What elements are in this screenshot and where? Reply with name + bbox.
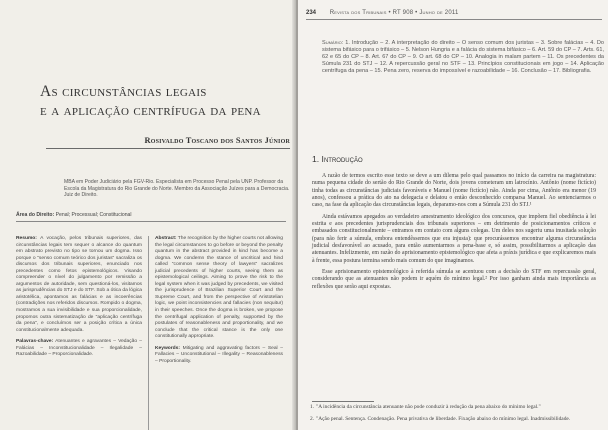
paragraph: Ainda estávamos apegados ao verdadeiro amestramento ideológico dos concursos, que impõem fiel obediência à lei estrita e aos precedentes jurisprudenciais dos tribunais superiores – em detrimento de posicionamentos críticos e embasados constitucionalmente – entramos em contato com alguns colegas. Um deles nos sugeriu uma inusitada solução (para não ferir a súmula, embora entendêssemos que era injusta): que procurássemos encontrar alguma circunstância judicial desfavorável ao acusado, para então aumentarmos a pena-base e, só assim, possibilitarmos a aplicação das atenuantes. Infelizmente, em razão do aprisionamento epistemológico que afeta a práxis jurídica e que explicaremos mais à frente, essa postura termina sendo mais comum do que imaginamos. (312, 213, 596, 264)
area-value: Penal; Processual; Constitucional (55, 212, 132, 218)
resumo-block (16, 236, 142, 334)
area-do-direito (16, 212, 286, 222)
footnote-number: 2. (310, 416, 315, 422)
palavras-text: Atenuantes e agravantes – Vedação – Falácias – Inconstitucionalidade – Ilegalidade – Razoabilidade – Proporcionalidade. (16, 339, 142, 358)
footnote-number: 1. (310, 404, 315, 410)
abstract-text: The recognition by the higher courts not allowing the legal circumstances to go before or beyond the penalty quantum in the abstract provided in kind has become a dogma. We condemn the stance of uncritical and hind called "common sense theory of lawyers" sacralizes judicial precedents of higher courts, seeing them as epistemological ceilings. Aiming to prove the risk to the legal system when it was judged by precedents, we visited the jurisprudence of Brazilian Superior Court and the Supreme Court, and from the perspective of Aristotelian logic, we point inconsistencies and fallacies (non sequitur) in their speeches. Once the dogma is broken, we propose the centrifugal application of penalty, supported by the postulates of reasonableness and proportionality, and we conclude that the critical stance is the only one constitutionally appropriate. (155, 236, 283, 340)
resumo-text: A vocação, pelos tribunais superiores, das circunstâncias legais tem sequer o alcance do quantum em abstrato previsto no tipo se tornou um dogma. Isso porque o "senso comum teórico dos juristas" sacraliza os discursos dos tribunais superiores, enunciado nos precedentes como fetos epistemológicos. Visando compreender o nível do julgamento por remissão a argumentos de autoridade, sem questioná-los, visitamos as jurisprudências do STJ e do STF. Sob a ótica da lógica aristotélica, apontamos as falácias e as incoerências (contradições nos referidos discursos. Rompido o dogma, mostramos a sua invisibilidade e sua proporcionalidade, propomos outra sistematização de "aplicação centrífuga da pena", e concluímos ser a posição crítica a única constitucionalmente adequada. (16, 236, 142, 333)
summary-label: Sumário: (322, 40, 344, 46)
footnote-text: "Ação penal. Sentença. Condenação. Pena privativa de liberdade. Fixação abaixo do mínimo legal. Inadmissibilidade. (316, 416, 571, 422)
keywords-label: Keywords: (155, 345, 181, 351)
title-line-2: e a aplicação centrífuga da pena (40, 102, 261, 119)
left-page (0, 0, 296, 430)
running-header (306, 10, 602, 20)
paragraph: Esse aprisionamento epistemológico à referida súmula se acentuou com a decisão do STF em repercussão geral, considerando que as atenuantes não podem ir aquém do mínimo legal.² Por isso ganham ainda mais importância as reflexões que serão aqui expostas. (312, 269, 596, 290)
footnote-text: "A incidência da circunstância atenuante não pode conduzir à redução da pena abaixo do mínimo legal." (316, 404, 541, 410)
keywords-block (155, 346, 283, 366)
body-text (312, 173, 596, 295)
summary-text: 1. Introdução – 2. A interpretação do direito – O senso comum dos juristas – 3. Sobre falácias – 4. Do sistema bifásico para o trifásico – 5. Nelson Hungria e a falácia do sistema bifásico – 6. Art. 59 do CP – 7. Arts. 61, 62 e 65 do CP – 8. Art. 67 do CP – 9. O art. 68 do CP – 10. Analogia in malam partem – 11. Os precedentes da Súmula 231 do STJ – 12. A repercussão geral no STF – 13. Princípios constitucionais em jogo – 14. Aplicação centrífuga da pena – 15. Pena zero, reserva do impossível e razoabilidade – 16. Conclusão – 17. Bibliografia. (322, 40, 604, 74)
abstract-column (155, 236, 283, 365)
palavras-chave-block (16, 339, 142, 359)
abstract-label: Abstract: (155, 236, 177, 241)
title-line-1: As circunstâncias legais (40, 83, 207, 100)
footnote-1 (310, 404, 586, 411)
right-page (298, 0, 608, 430)
resumo-label: Resumo: (16, 236, 37, 241)
keywords-text: Mitigating and aggravating factors – Seal – Fallacies – Unconstitutional – Illegality – Reasonableness – Proportionality. (155, 345, 283, 364)
author-bio: MBA em Poder Judiciário pela FGV-Rio. Especialista em Processo Penal pela UNP. Professor da Escola da Magistratura do Rio Grande do Norte. Membro da Associação Juízes para a Democracia. Juiz de Direito. (64, 179, 290, 199)
footnote-2 (310, 416, 586, 423)
abstract-block (155, 236, 283, 341)
column-divider (148, 236, 149, 430)
author-name: Rosivaldo Toscano dos Santos Júnior (144, 136, 290, 145)
author-divider (46, 148, 290, 149)
paragraph: A razão de termos escrito esse texto se deve a um dilema pelo qual passamos no início da carreira na magistratura: numa pequena cidade do sertão do Rio Grande do Norte, dois jovens cometeram um latrocínio. Antônio (nome fictício) tinha todas as circunstâncias judiciais favoráveis e Manuel (nome fictício) não. Ainda por cima, Antônio era menor (19 anos), confessou a prática do ato na delegacia e delatou o então desconhecido comparsa Manuel. Ao sentenciarmos o caso, na fase da aplicação das circunstâncias legais, deparamo-nos com a Súmula 231 do STJ.¹ (312, 173, 596, 209)
summary (322, 40, 604, 75)
resumo-column (16, 236, 142, 359)
palavras-label: Palavras-chave: (16, 339, 54, 345)
page-number: 234 (306, 10, 317, 16)
article-title (40, 82, 290, 120)
area-label: Área do Direito: (16, 212, 55, 218)
footnote-divider (312, 401, 374, 402)
section-heading: 1. Introdução (312, 154, 363, 164)
journal-header: Revista dos Tribunais • RT 908 • Junho de 2011 (329, 10, 459, 16)
